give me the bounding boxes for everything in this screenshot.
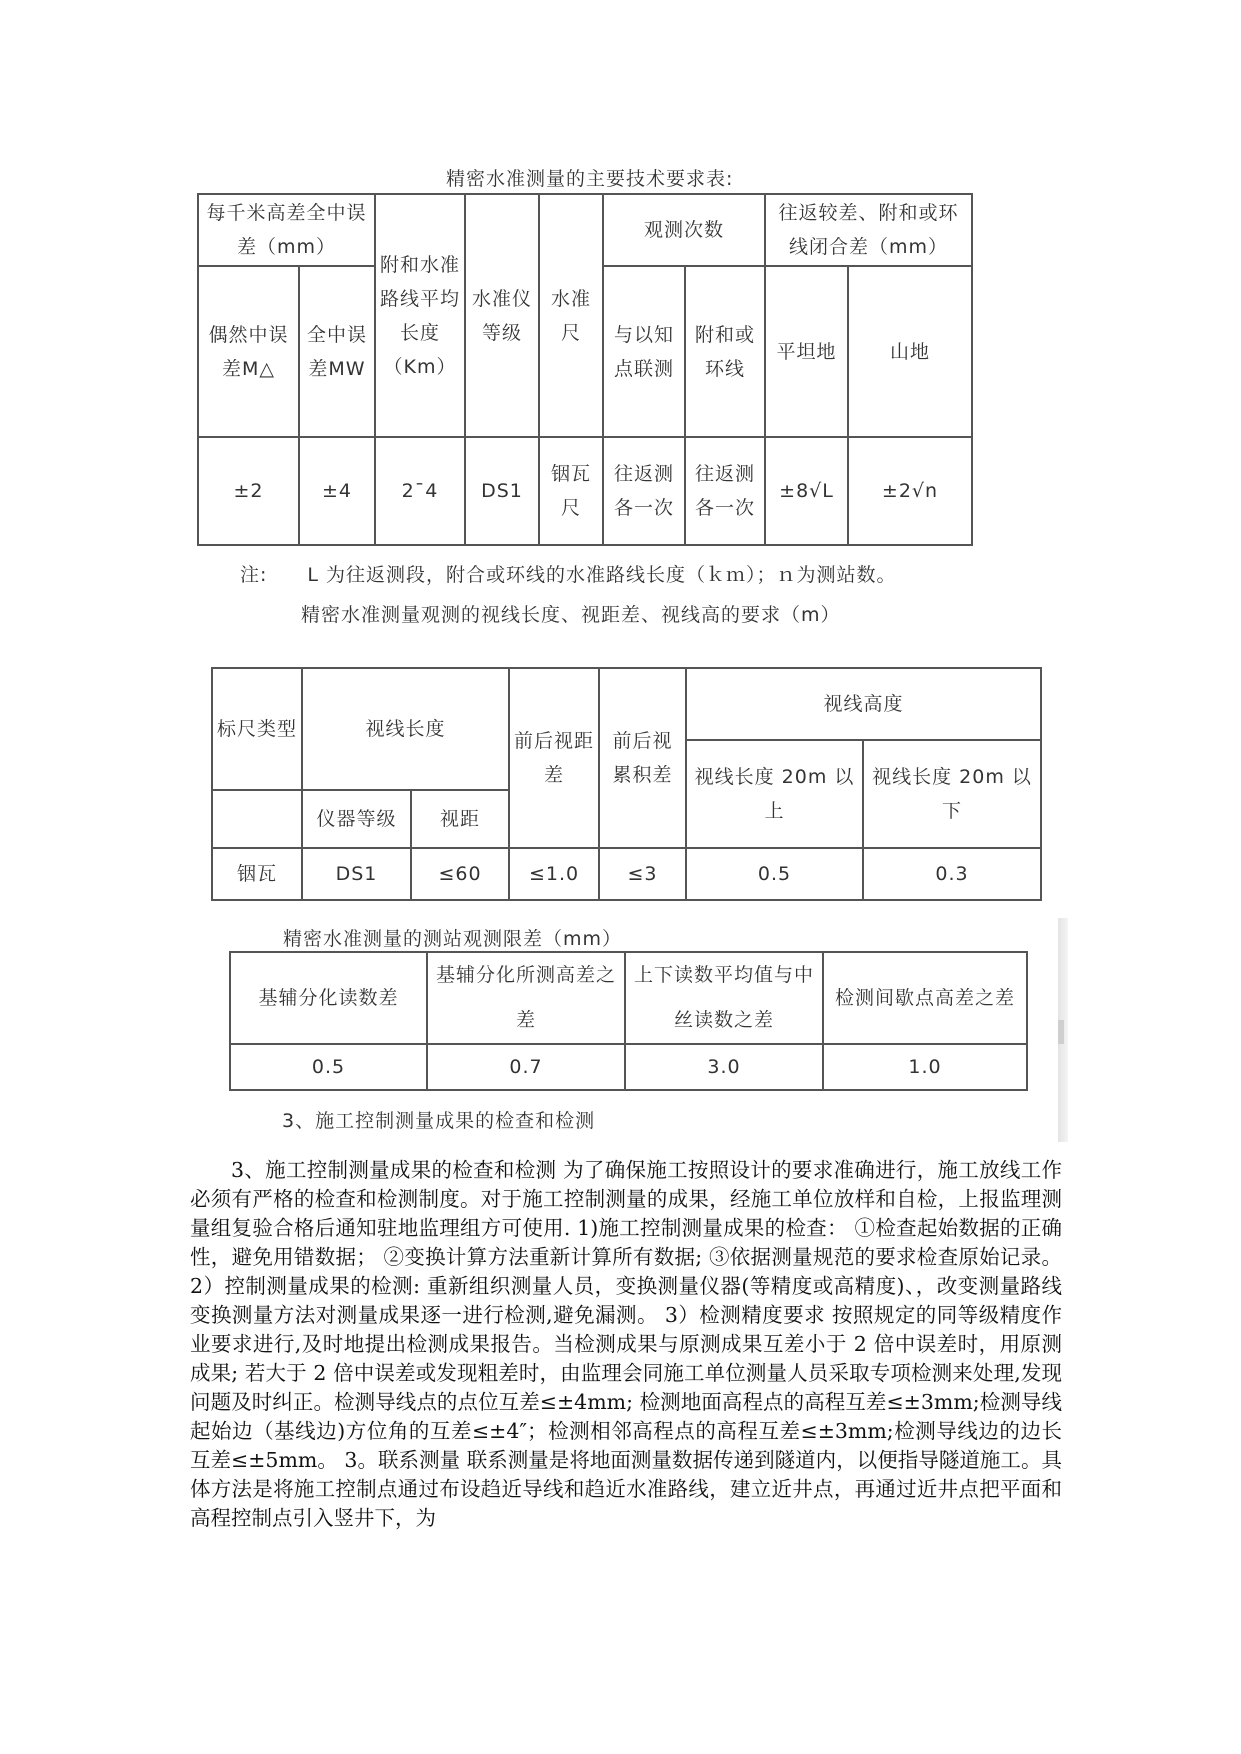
table-cell: DS1 bbox=[465, 437, 539, 545]
header-closure-difference: 往返较差、附和或环线闭合差（mm） bbox=[765, 194, 972, 266]
station-limit-table bbox=[229, 951, 1028, 1091]
section-caption: 3、施工控制测量成果的检查和检测 bbox=[282, 1110, 596, 1132]
header-loop: 附和或环线 bbox=[685, 266, 765, 437]
header-per-km-error: 每千米高差全中误差（mm） bbox=[198, 194, 375, 266]
table-cell: ±2 bbox=[198, 437, 299, 545]
table1-note: 注: L 为往返测段，附合或环线的水准路线长度（ｋｍ）；ｎ为测站数。 bbox=[240, 564, 897, 586]
header-random-error: 偶然中误差M△ bbox=[198, 266, 299, 437]
header-sight-distance: 视距 bbox=[411, 790, 509, 848]
header-level-staff: 水准尺 bbox=[539, 194, 603, 437]
header-mountain: 山地 bbox=[848, 266, 972, 437]
header-flat: 平坦地 bbox=[765, 266, 848, 437]
header-total-error: 全中误差MW bbox=[299, 266, 375, 437]
table-cell: DS1 bbox=[302, 848, 411, 900]
table-cell: ±4 bbox=[299, 437, 375, 545]
table-cell: ≤3 bbox=[599, 848, 686, 900]
header-height-diff: 基辅分化所测高差之差 bbox=[427, 952, 625, 1044]
header-accumulated-diff: 前后视累积差 bbox=[599, 668, 686, 848]
table-cell: ±2√n bbox=[848, 437, 972, 545]
table-cell: ≤60 bbox=[411, 848, 509, 900]
header-staff-type: 标尺类型 bbox=[212, 668, 302, 790]
table1-caption: 精密水准测量的主要技术要求表: bbox=[446, 168, 734, 190]
header-front-back-diff: 前后视距差 bbox=[509, 668, 599, 848]
sight-line-table bbox=[211, 667, 1042, 901]
table-cell: ≤1.0 bbox=[509, 848, 599, 900]
scan-edge-mark bbox=[1058, 1020, 1064, 1044]
header-instrument-grade: 仪器等级 bbox=[302, 790, 411, 848]
table-cell: 铟瓦 bbox=[212, 848, 302, 900]
table-cell: 3.0 bbox=[625, 1044, 823, 1090]
header-sight-length: 视线长度 bbox=[302, 668, 509, 790]
header-below-20m: 视线长度 20m 以下 bbox=[863, 740, 1041, 848]
header-reading-diff: 基辅分化读数差 bbox=[230, 952, 427, 1044]
table2-caption: 精密水准测量观测的视线长度、视距差、视线高的要求（m） bbox=[301, 604, 841, 626]
header-above-20m: 视线长度 20m 以上 bbox=[686, 740, 863, 848]
header-known-point: 与以知点联测 bbox=[603, 266, 685, 437]
header-route-length: 附和水准路线平均长度（Km） bbox=[375, 194, 465, 437]
table-cell: 往返测各一次 bbox=[685, 437, 765, 545]
header-intermittent-point: 检测间歇点高差之差 bbox=[823, 952, 1027, 1044]
header-observation-count: 观测次数 bbox=[603, 194, 765, 266]
header-level-grade: 水准仪等级 bbox=[465, 194, 539, 437]
table-cell: 0.3 bbox=[863, 848, 1041, 900]
table3-caption: 精密水准测量的测站观测限差（mm） bbox=[283, 928, 623, 950]
table-cell: 0.5 bbox=[686, 848, 863, 900]
header-mean-vs-middle: 上下读数平均值与中丝读数之差 bbox=[625, 952, 823, 1044]
table-cell bbox=[212, 790, 302, 848]
body-paragraph: 3、施工控制测量成果的检查和检测 为了确保施工按照设计的要求准确进行，施工放线工作必须有严格的检查和检测制度。对于施工控制测量的成果，经施工单位放样和自检，上报监理测量组复验合格后通知驻地监理组方可使用. 1)施工控制测量成果的检查： ①检查起始数据的正确性，避免用错数据； ②变换计算方法重新计算所有数据; ③依据测量规范的要求检查原始记录。 2）控制测量成果的检测: 重新组织测量人员，变换测量仪器(等精度或高精度)、，改变测量路线变换测量方法对测量成果逐一进行检测,避免漏测。 3）检测精度要求 按照规定的同等级精度作业要求进行,及时地提出检测成果报告。当检测成果与原测成果互差小于 2 倍中误差时，用原测成果; 若大于 2 倍中误差或发现粗差时，由监理会同施工单位测量人员采取专项检测来处理,发现问题及时纠正。检测导线点的点位互差≤±4mm; 检测地面高程点的高程互差≤±3mm;检测导线起始边（基线边)方位角的互差≤±4″；检测相邻高程点的高程互差≤±3mm;检测导线边的边长互差≤±5mm。 3。联系测量 联系测量是将地面测量数据传递到隧道内，以便指导隧道施工。具体方法是将施工控制点通过布设趋近导线和趋近水准路线，建立近井点，再通过近井点把平面和高程控制点引入竖井下，为 bbox=[190, 1158, 1062, 1530]
header-sight-height: 视线高度 bbox=[686, 668, 1041, 740]
table-cell: 1.0 bbox=[823, 1044, 1027, 1090]
table-cell: 0.7 bbox=[427, 1044, 625, 1090]
table-cell: 往返测各一次 bbox=[603, 437, 685, 545]
table-cell: 2¯4 bbox=[375, 437, 465, 545]
table-cell: 0.5 bbox=[230, 1044, 427, 1090]
table-cell: ±8√L bbox=[765, 437, 848, 545]
table-cell: 铟瓦尺 bbox=[539, 437, 603, 545]
tech-requirements-table bbox=[197, 193, 973, 546]
